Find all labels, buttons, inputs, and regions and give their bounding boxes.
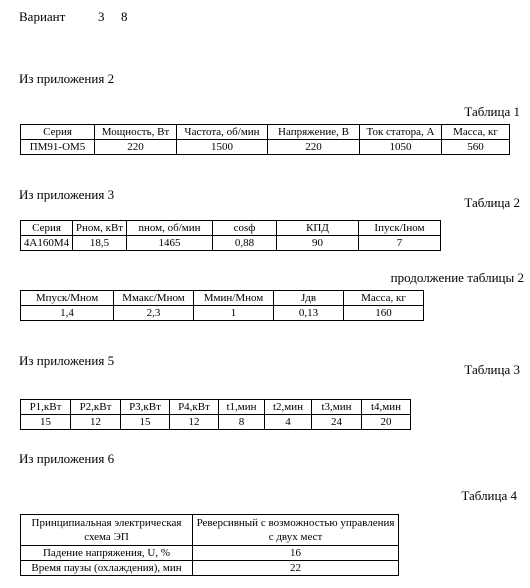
table-cell: 220 [268,140,360,155]
table-header-cell: Рном, кВт [73,221,127,236]
table-cell: Время паузы (охлаждения), мин [21,561,193,576]
table-2 [20,220,441,251]
table-cell: 0,88 [213,236,277,251]
table-header-cell: P4,кВт [170,400,219,415]
table-cell: 12 [170,415,219,430]
table-header-cell: cosф [213,221,277,236]
table-header-cell: Серия [21,125,95,140]
table-header-cell: Мощность, Вт [95,125,177,140]
section-heading-app6: Из приложения 6 [19,451,115,466]
table-header-cell: Частота, об/мин [177,125,268,140]
variant-digit-2: 8 [121,9,128,24]
table-cell: Падение напряжения, U, % [21,546,193,561]
table-cell: 220 [95,140,177,155]
section-heading-app3: Из приложения 3 [19,187,115,202]
table-cell: 22 [193,561,399,576]
table-cell: 1465 [127,236,213,251]
table-cell: 7 [359,236,441,251]
section-heading-app2: Из приложения 2 [19,71,115,86]
table-cell: Принципиальная электрическая схема ЭП [21,515,193,546]
variant-label: Вариант [19,9,66,24]
table-3 [20,399,411,430]
table-header-cell: t3,мин [312,400,362,415]
variant-digit-1: 3 [98,9,105,24]
table-header-cell: Jдв [274,291,344,306]
table-cell: 560 [442,140,510,155]
table-cell: 1050 [360,140,442,155]
table-cell: 2,3 [114,306,194,321]
table3-caption: Таблица 3 [464,362,520,377]
table-header-cell: Мпуск/Мном [21,291,114,306]
table-header-cell: Напряжение, В [268,125,360,140]
table-cell: 24 [312,415,362,430]
table-row [21,236,441,251]
table-cell: ПМ91-ОМ5 [21,140,95,155]
table-cell: 12 [71,415,121,430]
table-header-cell: Масса, кг [442,125,510,140]
table-cell: 90 [277,236,359,251]
table-header-cell: nном, об/мин [127,221,213,236]
table1-caption: Таблица 1 [464,104,520,119]
table-header-cell: t2,мин [265,400,312,415]
table-cell: 20 [362,415,411,430]
table-header-cell: P2,кВт [71,400,121,415]
table-header-row [21,291,424,306]
table-cell: 1 [194,306,274,321]
table-cell: Реверсивный с возможностью управления с двух мест [193,515,399,546]
table-cell: 160 [344,306,424,321]
table-row [21,561,399,576]
table-header-row [21,125,510,140]
table-header-cell: Iпуск/Iном [359,221,441,236]
table-cell: 16 [193,546,399,561]
table-1 [20,124,510,155]
table-header-cell: P3,кВт [121,400,170,415]
table-cell: 15 [21,415,71,430]
table-cell: 4 [265,415,312,430]
table-header-cell: Ток статора, А [360,125,442,140]
table-header-row [21,400,411,415]
table-cell: 1,4 [21,306,114,321]
table-4 [20,514,399,576]
table-cell: 18,5 [73,236,127,251]
table-2-continuation [20,290,424,321]
table-cell: 1500 [177,140,268,155]
table2-continuation-caption: продолжение таблицы 2 [390,270,524,285]
table-header-cell: t1,мин [219,400,265,415]
table-header-cell: P1,кВт [21,400,71,415]
table-header-cell: Ммин/Мном [194,291,274,306]
table-cell: 0,13 [274,306,344,321]
table-cell: 4А160М4 [21,236,73,251]
table-cell: 15 [121,415,170,430]
table-header-cell: Ммакс/Мном [114,291,194,306]
table-header-cell: t4,мин [362,400,411,415]
table-header-cell: КПД [277,221,359,236]
table-row [21,546,399,561]
section-heading-app5: Из приложения 5 [19,353,115,368]
table-header-row [21,221,441,236]
table-header-cell: Серия [21,221,73,236]
table-row [21,415,411,430]
table-row [21,515,399,546]
table4-caption: Таблица 4 [461,488,517,503]
table-row [21,140,510,155]
table2-caption: Таблица 2 [464,195,520,210]
table-cell: 8 [219,415,265,430]
table-row [21,306,424,321]
table-header-cell: Масса, кг [344,291,424,306]
